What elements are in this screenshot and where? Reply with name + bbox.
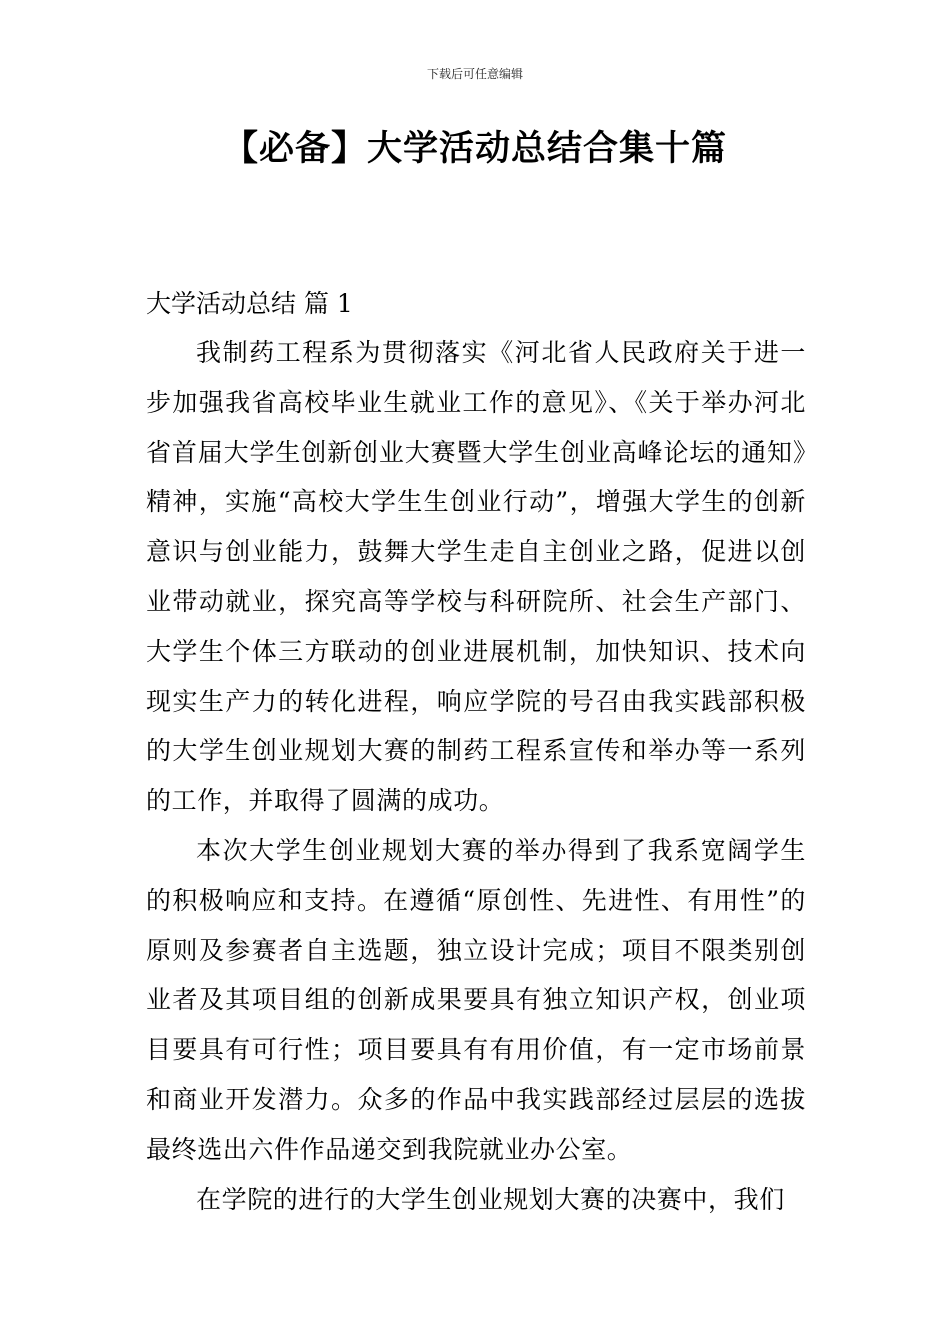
paragraph-3: 在学院的进行的大学生创业规划大赛的决赛中，我们 — [196, 1184, 785, 1214]
paragraph-2: 本次大学生创业规划大赛的举办得到了我系宽阔学生的积极响应和支持。在遵循“原创性、先进性、有用性”的原则及参赛者自主选题，独立设计完成；项目不限类别创业者及其项目组的创新成果要具有独立知识产权，创业项目要具有可行性；项目要具有有用价值，有一定市场前景和商业开发潜力。众多的作品中我实践部经过层层的选拔最终选出六件作品递交到我院就业办公室。 — [146, 835, 806, 1164]
section-heading: 大学活动总结 篇 1 — [146, 289, 353, 318]
header-note: 下载后可任意编辑 — [426, 67, 523, 81]
document-title: 【必备】大学活动总结合集十篇 — [222, 129, 727, 169]
document-body — [146, 280, 806, 1224]
paragraph-1: 我制药工程系为贯彻落实《河北省人民政府关于进一步加强我省高校毕业生就业工作的意见》、《关于举办河北省首届大学生创新创业大赛暨大学生创业高峰论坛的通知》精神，实施“高校大学生生创业行动”，增强大学生的创新意识与创业能力，鼓舞大学生走自主创业之路，促进以创业带动就业，探究高等学校与科研院所、社会生产部门、大学生个体三方联动的创业进展机制，加快知识、技术向现实生产力的转化进程，响应学院的号召由我实践部积极的大学生创业规划大赛的制药工程系宣传和举办等一系列的工作，并取得了圆满的成功。 — [146, 338, 806, 816]
